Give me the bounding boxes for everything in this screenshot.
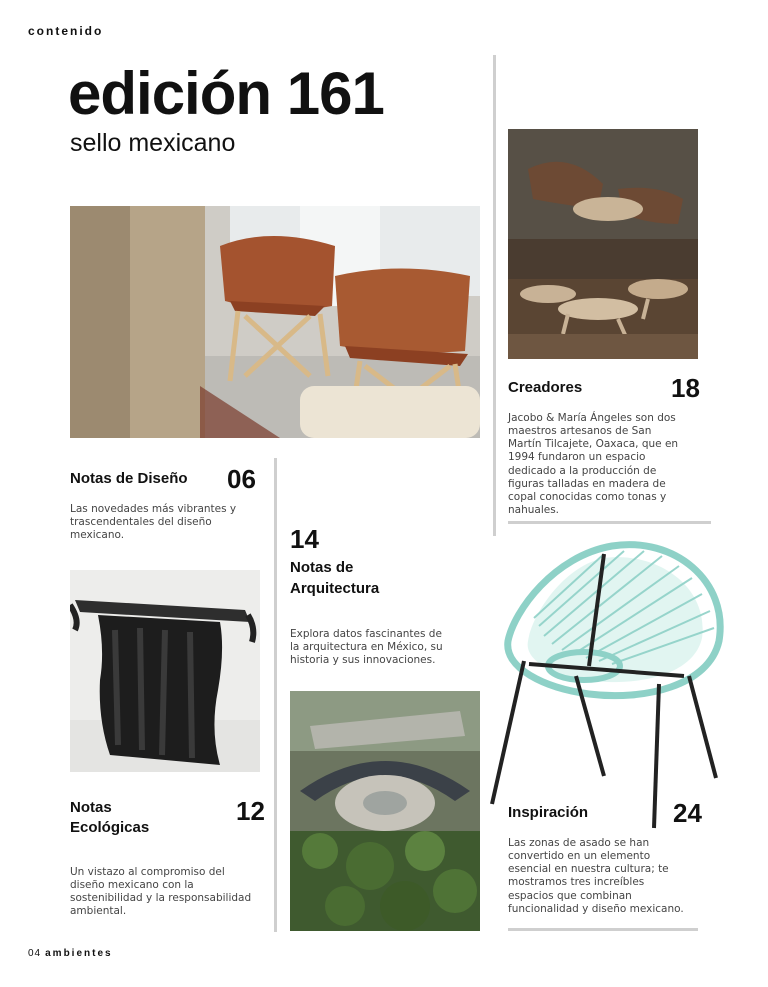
divider-horizontal-inspiracion xyxy=(508,928,698,931)
section-title-diseno[interactable]: Notas de Diseño xyxy=(70,470,188,487)
section-description-ecologicas: Un vistazo al compromiso del diseño mexicano con la sostenibilidad y la responsabilidad ambiental. xyxy=(70,866,252,918)
section-number-ecologicas: 12 xyxy=(236,796,265,826)
aerial-architecture-photo xyxy=(290,691,480,931)
page-number: 04 xyxy=(28,948,42,959)
section-title-arquitectura[interactable] xyxy=(290,558,379,600)
chairs-interior-photo xyxy=(70,206,480,438)
divider-vertical-main xyxy=(493,55,496,540)
edition-title: edición 161 xyxy=(68,60,384,127)
divider-horizontal-creadores xyxy=(508,521,711,524)
section-title-ecologicas-line1: Notas xyxy=(70,799,112,816)
section-number-inspiracion: 24 xyxy=(673,798,702,828)
section-title-ecologicas-line2: Ecológicas xyxy=(70,819,150,837)
section-number-diseno: 06 xyxy=(227,464,256,494)
section-title-inspiracion[interactable]: Inspiración xyxy=(508,804,589,821)
section-description-arquitectura: Explora datos fascinantes de la arquitectura en México, su historia y sus innovaciones. xyxy=(290,628,443,667)
section-number-arquitectura: 14 xyxy=(290,524,319,554)
section-label: contenido xyxy=(28,24,104,38)
section-title-ecologicas[interactable] xyxy=(70,798,149,839)
section-title-creadores[interactable]: Creadores xyxy=(508,379,583,396)
section-title-arquitectura-line2: Arquitectura xyxy=(290,580,380,598)
section-description-creadores: Jacobo & María Ángeles son dos maestros artesanos de San Martín Tilcajete, Oaxaca, que en 1994 fundaron un espacio dedicado a la producción de figuras talladas en madera de copal conocidas como tonas y nahuales. xyxy=(508,412,679,516)
section-description-diseno: Las novedades más vibrantes y trascendentales del diseño mexicano. xyxy=(70,503,237,542)
magazine-name: ambientes xyxy=(45,948,113,959)
divider-vertical-left xyxy=(274,458,277,932)
edition-subtitle: sello mexicano xyxy=(70,129,236,157)
craftsman-photo xyxy=(508,129,698,359)
acapulco-chair-photo xyxy=(484,536,734,832)
wooden-table-photo xyxy=(70,570,260,772)
section-number-creadores: 18 xyxy=(671,373,700,403)
section-title-arquitectura-line1: Notas de xyxy=(290,559,354,576)
section-description-inspiracion: Las zonas de asado se han convertido en un elemento esencial en nuestra cultura; te mostramos tres increíbles espacios que combinan funcionalidad y diseño mexicano. xyxy=(508,837,684,915)
page-footer xyxy=(28,948,113,959)
